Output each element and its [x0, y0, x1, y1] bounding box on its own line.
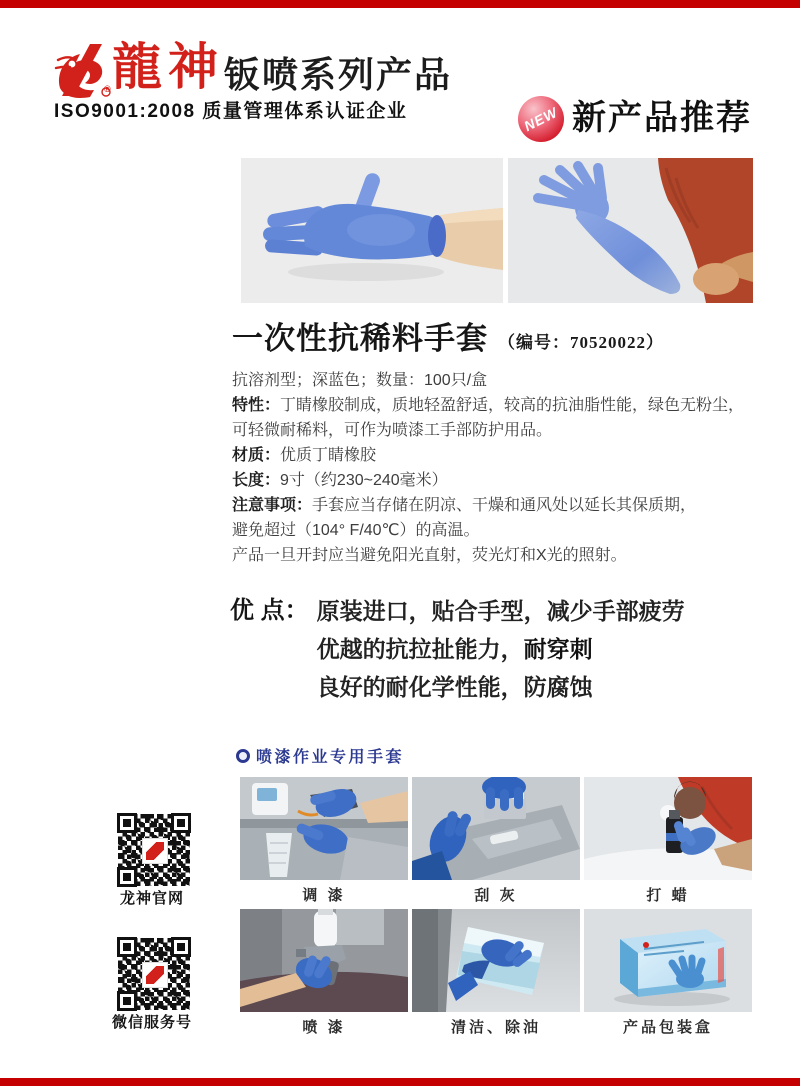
certification-text: ISO9001:2008 质量管理体系认证企业 [54, 101, 408, 122]
advantage-line-3: 良好的耐化学性能，防腐蚀 [316, 674, 593, 700]
dragon-logo-icon [52, 42, 112, 100]
paint-mixing-illustration [240, 777, 408, 880]
qr-finder-icon [171, 813, 191, 833]
product-box-illustration [584, 909, 752, 1012]
photo-putty-scraping [412, 777, 580, 880]
product-photo-glove-hand [241, 158, 503, 303]
advantages-lines [317, 592, 685, 706]
ring-bullet-icon [236, 749, 250, 763]
spec-notice-line-3: 产品一旦开封应当避免阳光直射，荧光灯和X光的照射。 [232, 547, 627, 564]
advantage-line-1: 原装进口，贴合手型，减少手部疲劳 [316, 598, 685, 624]
qr-finder-icon [171, 937, 191, 957]
spec-length-line: 长度：9寸（约230~240毫米） [232, 472, 448, 489]
new-circle-badge [518, 96, 564, 142]
product-title: 一次性抗稀料手套 [232, 321, 488, 356]
bottom-accent-bar [0, 1078, 800, 1086]
waxing-illustration [584, 777, 752, 880]
registered-mark: ® [104, 84, 111, 94]
caption-putty-scraping: 刮 灰 [474, 887, 518, 904]
spec-feature-line-2: 可轻微耐稀料，可作为喷漆工手部防护用品。 [232, 422, 553, 439]
dragon-mini-logo-icon [142, 838, 168, 864]
spec-feature-line: 特性：丁睛橡胶制成，质地轻盈舒适，较高的抗油脂性能，绿色无粉尘， [232, 397, 745, 414]
putty-scraping-illustration [412, 777, 580, 880]
spec-material-line: 材质：优质丁睛橡胶 [232, 447, 377, 464]
spec-type-line: 抗溶剂型；深蓝色；数量：100只/盒 [232, 372, 488, 389]
series-title: 钣喷系列产品 [224, 55, 453, 95]
spec-notice-line: 注意事项：手套应当存储在阴凉、干燥和通风处以延长其保质期， [232, 497, 697, 514]
usage-photo-grid [240, 777, 752, 1040]
photo-waxing [584, 777, 752, 880]
qr-finder-icon [117, 813, 137, 833]
qr-code-website [116, 812, 192, 888]
new-product-label: 新产品推荐 [572, 100, 752, 137]
cleaning-illustration [412, 909, 580, 1012]
product-title-row [232, 320, 664, 358]
product-photo-long-glove-arm [508, 158, 753, 303]
new-badge-text: NEW [521, 103, 561, 135]
caption-spray-painting: 喷 漆 [302, 1018, 346, 1036]
brand-name: 龍神 [112, 39, 224, 95]
feature-label: 特性： [232, 397, 281, 414]
long-glove-illustration [508, 158, 753, 303]
top-accent-bar [0, 0, 800, 8]
advantages-label: 优 点： [230, 597, 309, 624]
qr-wechat-label: 微信服务号 [111, 1014, 192, 1031]
advantage-line-2: 优越的抗拉扯能力，耐穿刺 [316, 636, 593, 662]
notice-label: 注意事项： [232, 497, 313, 514]
photo-cleaning-degreasing [412, 909, 580, 1012]
qr-finder-icon [117, 991, 137, 1011]
gallery-section-header [236, 744, 404, 767]
qr-website-label: 龙神官网 [119, 890, 184, 907]
gallery-section-title: 喷漆作业专用手套 [256, 749, 405, 766]
caption-cleaning-degreasing: 清洁、除油 [450, 1018, 541, 1036]
qr-finder-icon [117, 937, 137, 957]
photo-product-box [584, 909, 752, 1012]
material-label: 材质： [232, 447, 281, 464]
advantages-section [230, 592, 685, 706]
caption-waxing: 打 蜡 [646, 887, 690, 904]
qr-finder-icon [117, 867, 137, 887]
length-label: 长度： [232, 472, 281, 489]
dragon-mini-logo-icon [142, 962, 168, 988]
product-code: （编号：70520022） [498, 333, 664, 352]
spec-notice-line-2: 避免超过（104° F/40℃）的高温。 [232, 522, 480, 539]
caption-product-box: 产品包装盒 [622, 1018, 713, 1036]
spray-painting-illustration [240, 909, 408, 1012]
glove-hand-illustration [241, 158, 503, 303]
caption-paint-mixing: 调 漆 [302, 887, 346, 904]
product-spec-block [232, 368, 794, 568]
photo-paint-mixing [240, 777, 408, 880]
photo-spray-painting [240, 909, 408, 1012]
qr-code-wechat [116, 936, 192, 1012]
